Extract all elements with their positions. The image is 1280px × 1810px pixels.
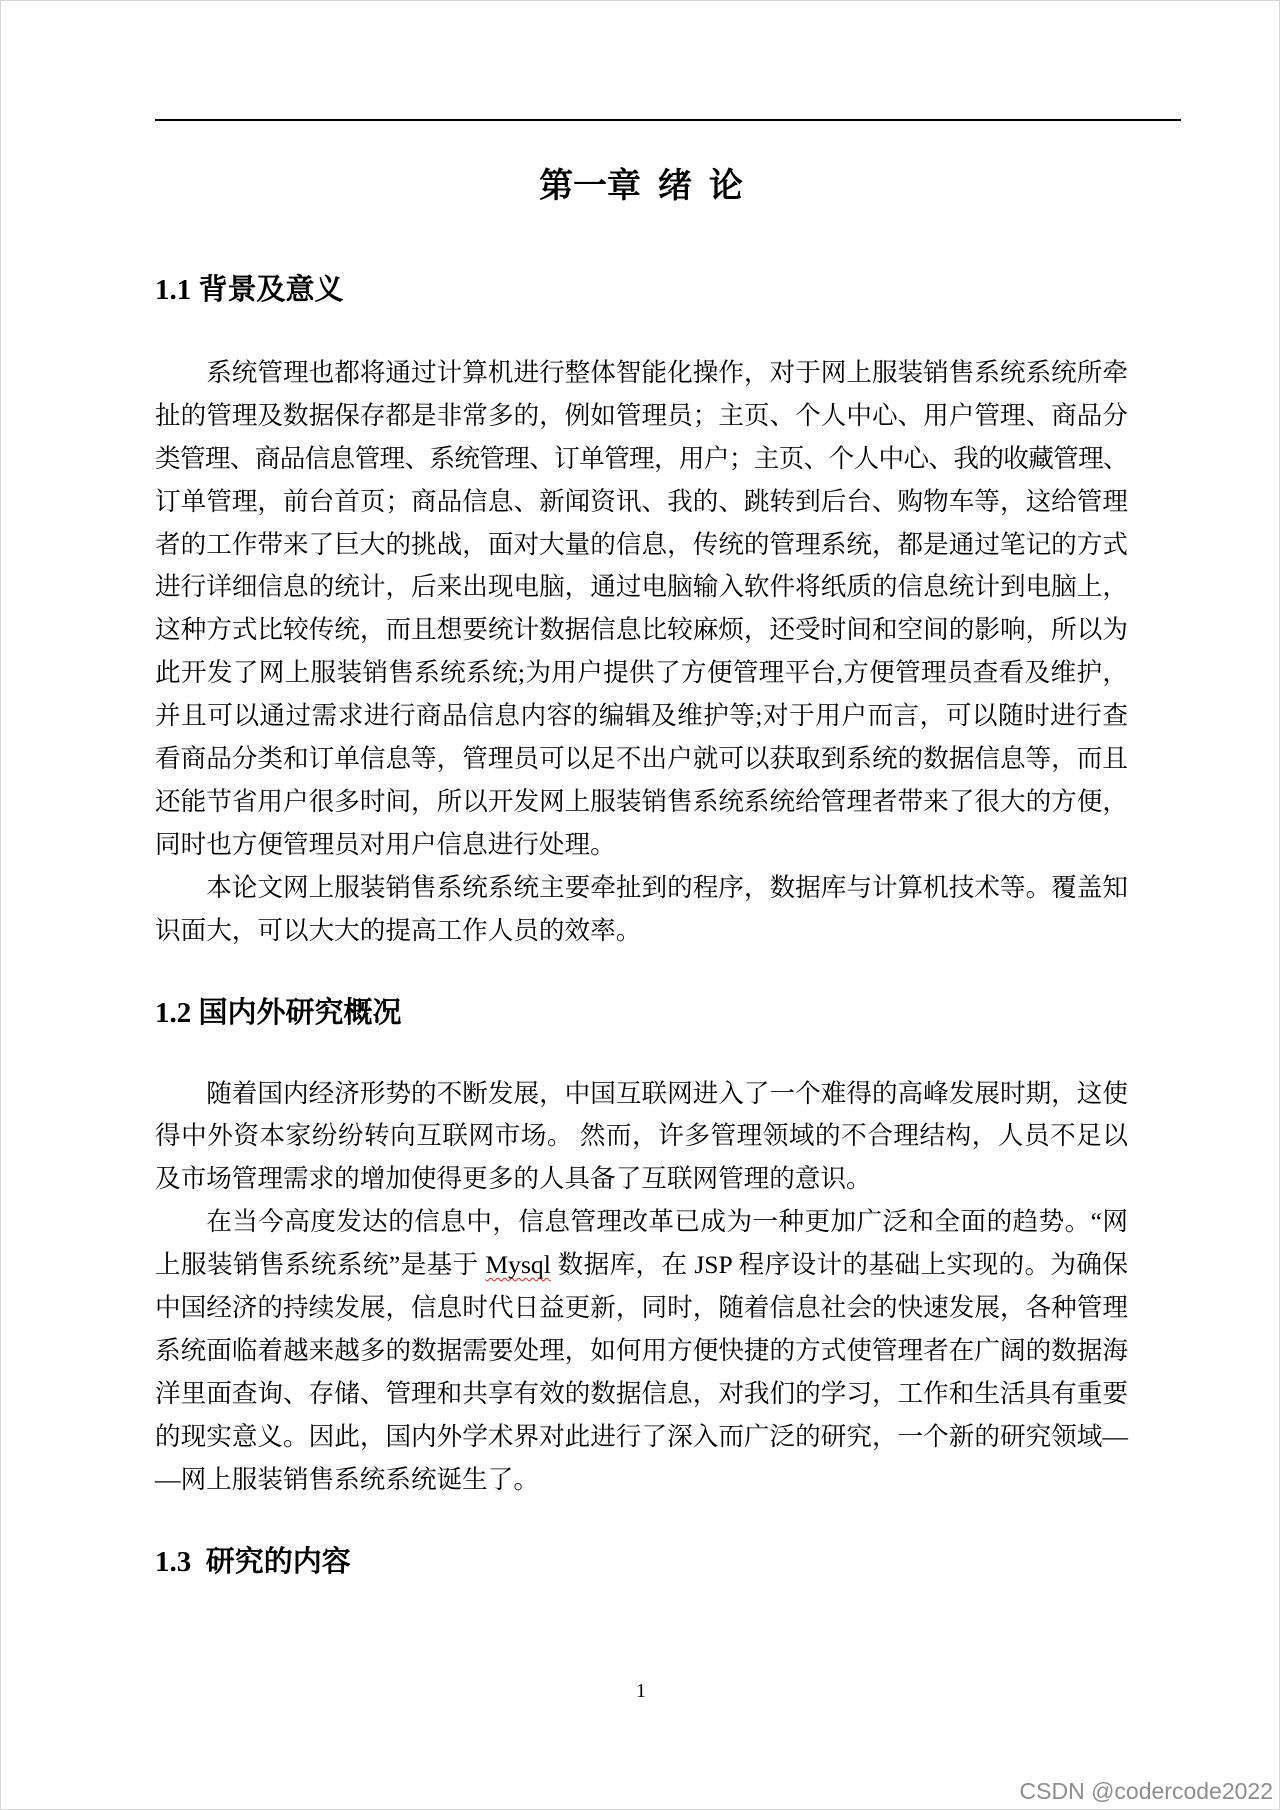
paragraph — [155, 352, 1128, 867]
paragraph-line: 进行详细信息的统计，后来出现电脑，通过电脑输入软件将纸质的信息统计到电脑上， — [155, 572, 1128, 602]
paragraph-line: 及市场管理需求的增加使得更多的人具备了互联网管理的意识。 — [155, 1164, 872, 1194]
paragraph-line: 此开发了网上服装销售系统系统;为用户提供了方便管理平台,方便管理员查看及维护， — [155, 658, 1128, 688]
paragraph — [155, 867, 1128, 953]
paragraph-line: 本论文网上服装销售系统系统主要牵扯到的程序，数据库与计算机技术等。覆盖知 — [206, 872, 1128, 902]
paragraph-line: 系统面临着越来越多的数据需要处理，如何用方便快捷的方式使管理者在广阔的数据海 — [155, 1335, 1128, 1365]
watermark: CSDN @codercode2022 — [1019, 1778, 1273, 1804]
section-heading: 1.1 背景及意义 — [155, 273, 344, 306]
line-text: 数据库，在 JSP 程序设计的基础上实现的。为确保 — [550, 1250, 1128, 1280]
paragraph-line: 系统管理也都将通过计算机进行整体智能化操作，对于网上服装销售系统系统所牵 — [206, 358, 1128, 387]
paragraph-line: 看商品分类和订单信息等，管理员可以足不出户就可以获取到系统的数据信息等，而且 — [155, 744, 1128, 774]
paragraph-line: 在当今高度发达的信息中，信息管理改革已成为一种更加广泛和全面的趋势。“网 — [206, 1207, 1128, 1237]
paragraph-line: 的现实意义。因此，国内外学术界对此进行了深入而广泛的研究，一个新的研究领域— — [155, 1421, 1128, 1451]
paragraph-line: 随着国内经济形势的不断发展，中国互联网进入了一个难得的高峰发展时期，这使 — [206, 1078, 1128, 1108]
chapter-title: 第一章 绪 论 — [539, 166, 743, 206]
paragraph-line: 扯的管理及数据保存都是非常多的，例如管理员；主页、个人中心、用户管理、商品分 — [155, 400, 1128, 430]
paragraph-line: —网上服装销售系统系统诞生了。 — [155, 1464, 539, 1494]
paragraph — [155, 1073, 1128, 1202]
paragraph-line: 类管理、商品信息管理、系统管理、订单管理，用户；主页、个人中心、我的收藏管理、 — [155, 443, 1128, 473]
paragraph — [155, 1201, 1128, 1501]
paragraph-line — [155, 1244, 1128, 1287]
paragraph-line: 这种方式比较传统，而且想要统计数据信息比较麻烦，还受时间和空间的影响，所以为 — [155, 615, 1128, 645]
paragraph-line: 并且可以通过需求进行商品信息内容的编辑及维护等;对于用户而言，可以随时进行查 — [155, 701, 1128, 731]
paragraph-line: 同时也方便管理员对用户信息进行处理。 — [155, 829, 616, 859]
paragraph-line: 得中外资本家纷纷转向互联网市场。 然而，许多管理领域的不合理结构，人员不足以 — [155, 1121, 1128, 1151]
paragraph-line: 还能节省用户很多时间，所以开发网上服装销售系统系统给管理者带来了很大的方便， — [155, 786, 1128, 816]
paragraph-line: 洋里面查询、存储、管理和共享有效的数据信息，对我们的学习，工作和生活具有重要 — [155, 1378, 1128, 1408]
header-rule — [155, 119, 1181, 121]
paragraph-line: 中国经济的持续发展，信息时代日益更新，同时，随着信息社会的快速发展，各种管理 — [155, 1292, 1128, 1322]
section-heading: 1.3 研究的内容 — [155, 1545, 351, 1578]
line-text: 上服装销售系统系统”是基于 — [155, 1250, 486, 1280]
section-body — [155, 352, 1128, 952]
paragraph-line: 者的工作带来了巨大的挑战，面对大量的信息，传统的管理系统，都是通过笔记的方式 — [155, 529, 1128, 559]
section-heading: 1.2 国内外研究概况 — [155, 996, 402, 1029]
paragraph-line: 识面大，可以大大的提高工作人员的效率。 — [155, 915, 642, 945]
page-number: 1 — [636, 1680, 646, 1702]
section-body — [155, 1073, 1128, 1502]
paragraph-line: 订单管理，前台首页；商品信息、新闻资讯、我的、跳转到后台、购物车等，这给管理 — [155, 486, 1128, 516]
spellcheck-flagged-word: Mysql — [485, 1250, 551, 1280]
